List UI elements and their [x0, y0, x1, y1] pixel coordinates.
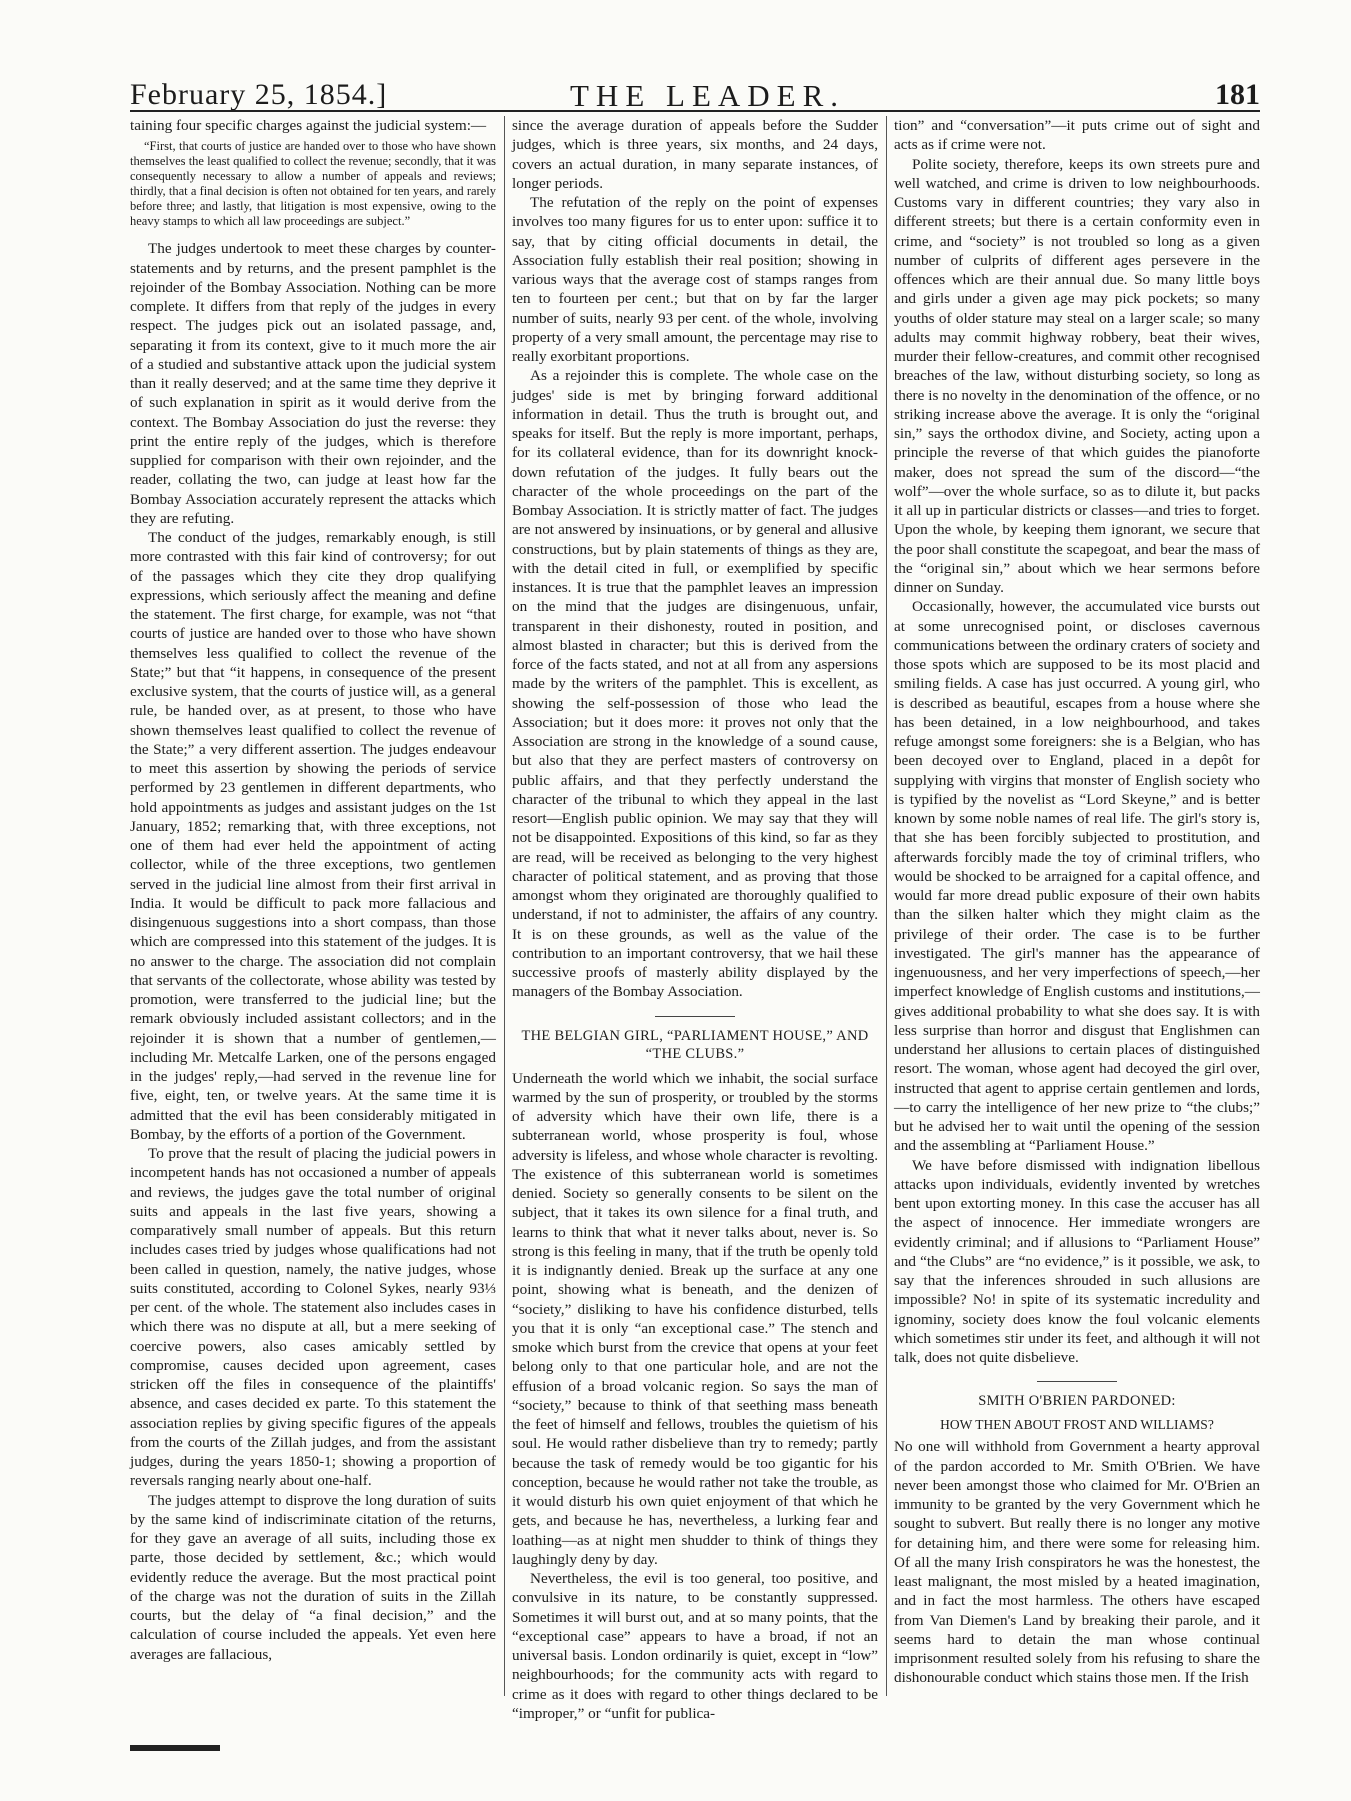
paragraph: We have before dismissed with indignation libellous attacks upon individuals, evidently invented by wretches bent upon extorting money. In this case the accuser has all the aspect of innocence. Her immediate wrongers are evidently criminal; and if allusions to “Parliament House” and “the Clubs” are “no evidence,” is it possible, we ask, to say that the inferences shrouded in such allusions are impossible? No! in spite of its systematic incredulity and ignominy, society does know the foul volcanic elements which sometimes stir under its feet, and although it will not talk, does not quite disbelieve. [894, 1156, 1260, 1366]
paragraph: taining four specific charges against the judicial system:— [130, 117, 487, 134]
newspaper-title: THE LEADER. [570, 78, 846, 113]
paragraph: since the average duration of appeals before the Sudder judges, which is three years, six months, and 24 days, covers an actual duration, in many separate instances, of longer periods. [512, 117, 878, 192]
paragraph: Nevertheless, the evil is too general, too positive, and convulsive in its nature, to be constantly suppressed. Sometimes it will burst out, and at so many points, that the “exceptional case” appears to have a broad, if not an universal basis. London ordinarily is quiet, except in “low” neighbourhoods; for the community acts with regard to crime as it does with regard to other things declared to be “improper,” or “unfit for publica- [512, 1570, 878, 1722]
page-edge-mark [130, 1745, 220, 1751]
paragraph: Polite society, therefore, keeps its own streets pure and well watched, and crime is driven to low neighbourhoods. Customs vary in different countries; they vary also in different streets; but there is a certain conformity even in crime, and “society” is not troubled so long as a given number of culprits of different ages persevere in the offences which are their annual due. So many little boys and girls under a given age may pick pockets; so many youths of older stature may steal on a larger scale; so many adults may commit highway robbery, beat their wives, murder their fellow-creatures, and commit other recognised breaches of the law, without disturbing society, so long as there is no novelty in the denomination of the offence, or no striking increase above the average. It is only the “original sin,” says the orthodox divine, and Society, acting upon a principle the reverse of that which guides the pianoforte maker, does not spread the sum of the discord—“the wolf”—over the whole surface, so as to dilute it, but packs it all up in particular districts or classes—and tries to forget. Upon the whole, by keeping them ignorant, we secure that the poor shall constitute the scapegoat, and bear the mass of the “original sin,” about which we hear sermons before dinner on Sunday. [894, 155, 1260, 596]
paragraph: tion” and “conversation”—it puts crime out of sight and acts as if crime were not. [894, 117, 1260, 154]
article-heading: SMITH O'BRIEN PARDONED: [978, 1393, 1176, 1410]
page-header [130, 78, 1260, 118]
block-quote [130, 139, 496, 229]
page-number: 181 [1215, 78, 1260, 111]
column-3 [894, 116, 1260, 1688]
header-rule [130, 110, 1260, 112]
issue-date: February 25, 1854.] [130, 78, 388, 111]
paragraph: To prove that the result of placing the judicial powers in incompetent hands has not occasioned a number of appeals and reviews, the judges gave the total number of original suits and appeals in the last five years, showing a comparatively small number of appeals. But this return includes cases tried by judges whose qualifications had not been called in question, namely, the native judges, whose suits constituted, according to Colonel Sykes, nearly 93⅓ per cent. of the whole. The statement also includes cases in which there was no dispute at all, but a mere seeking of coercive powers, also cases amicably settled by compromise, causes decided upon agreement, cases stricken off the files in consequence of the plaintiffs' absence, and cases decided ex parte. To this statement the association replies by giving specific figures of the appeals from the courts of the Zillah judges, and from the assistant judges, during the years 1850-1; showing a proportion of reversals ranging nearly about one-half. [130, 1145, 496, 1490]
paragraph: No one will withhold from Government a hearty approval of the pardon accorded to Mr. Smith O'Brien. We have never been amongst those who claimed for Mr. O'Brien an immunity to be granted by the very Government which he sought to subvert. But really there is no longer any motive for detaining him, and there were some for releasing him. Of all the many Irish conspirators he was the honestest, the least malignant, the most misled by a heated imagination, and in fact the most harmless. The others have escaped from Van Diemen's Land by breaking their parole, and it seems hard to detain the man whose continual imprisonment resulted solely from his refusing to share the dishonourable conduct which stains those men. If the Irish [894, 1438, 1260, 1687]
article-subheading: HOW THEN ABOUT FROST AND WILLIAMS? [940, 1417, 1214, 1433]
column-divider [886, 116, 887, 1696]
paragraph: The refutation of the reply on the point of expenses involves too many figures for us to enter upon: suffice it to say, that by citing official documents in detail, the Association fully establish their real position; showing in various ways that the average cost of stamps ranges from ten to fourteen per cent.; but that on by far the larger number of suits, nearly 93 per cent. of the whole, involving property of a very small amount, the percentage may rise to really exorbitant proportions. [512, 194, 878, 365]
paragraph: The judges attempt to disprove the long duration of suits by the same kind of indiscriminate citation of the returns, for they gave an average of all suits, including those ex parte, those decided by settlement, &c.; which would evidently reduce the average. But the most practical point of the charge was not the duration of suits in the Zillah courts, but the delay of “a final decision,” and the calculation of course included the appeals. Yet even here averages are fallacious, [130, 1491, 496, 1663]
section-separator [655, 1016, 735, 1017]
quote-text: “First, that courts of justice are handed over to those who have shown themselves the least qualified to collect the revenue; secondly, that it was consequently necessary to allow a number of appeals and reviews; thirdly, that a final decision is often not obtained for ten years, and rarely before three; and lastly, that litigation is most expensive, owing to the heavy stamps to which all law proceedings are subject.” [130, 139, 496, 229]
section-separator [1037, 1381, 1117, 1382]
paragraph: The conduct of the judges, remarkably enough, is still more contrasted with this fair kind of controversy; for out of the passages which they cite they drop qualifying expressions, which seriously affect the meaning and define the statement. The first charge, for example, was not “that courts of justice are handed over to those who have shown themselves less qualified to collect the revenue of the State;” but that “it happens, in consequence of the present exclusive system, that the courts of justice will, as a general rule, be handed over, as at present, to those who have shown themselves least qualified to collect the revenue of the State;” a very different assertion. The judges endeavour to meet this assertion by showing the periods of service performed by 23 gentlemen in different departments, who hold appointments as judges and assistant judges on the 1st January, 1852; remarking that, with three exceptions, not one of them had ever held the appointment of acting collector, while of the three exceptions, two gentlemen served in the judicial line almost from their first arrival in India. It would be difficult to pack more fallacious and disingenuous suggestions into a short compass, than those which are compressed into this statement of the judges. It is no answer to the charge. The association did not complain that servants of the collectorate, whose ability was tested by promotion, were transferred to the judicial line; but the remark obviously included assistant collectors; and in the rejoinder it is shown that a number of gentlemen,—including Mr. Metcalfe Larken, one of the persons engaged in the judges' reply,—had served in the revenue line for five, eight, ten, or twelve years. At the same time it is admitted that the evil has been considerably mitigated in Bombay, by the efforts of a portion of the Government. [130, 529, 496, 1143]
paragraph: Occasionally, however, the accumulated vice bursts out at some unrecognised point, or discloses cavernous communications between the ordinary craters of society and those spots which are supposed to be its most placid and smiling fields. A case has just occurred. A young girl, who is described as beautiful, escapes from a house where she has been detained, in a low neighbourhood, and takes refuge amongst some foreigners: she is a Belgian, who has been decoyed over to England, placed in a depôt for supplying with virgins that monster of English society who is typified by the novelist as “Lord Skeyne,” and is better known by some noble names of real life. The girl's story is, that she has been forcibly subjected to prostitution, and afterwards forcibly made the toy of criminal triflers, who would be shocked to be arraigned for a capital offence, and would far more dread public exposure of their own habits than the silken halter which they might claim as the privilege of their order. The case is to be further investigated. The girl's manner has the appearance of ingenuousness, and her very imperfections of speech,—her imperfect knowledge of English customs and institutions,—gives additional probability to what she does say. It is with less surprise than horror and disgust that Englishmen can understand her allusions to certain places of distinguished resort. The woman, whose agent had decoyed the girl over, instructed that agent to apprise certain gentlemen and lords,—to carry the intelligence of her new prize to “the clubs;” but he advised her to wait until the opening of the session and the assembling at “Parliament House.” [894, 598, 1260, 1155]
paragraph: Underneath the world which we inhabit, the social surface warmed by the sun of prosperity, or troubled by the storms of adversity which have their own life, there is a subterranean world, whose prosperity is foul, whose adversity is lifeless, and whose whole character is revolting. The existence of this subterranean world is sometimes denied. Society so generally consents to be silent on the subject, that it takes its own silence for a final truth, and learns to think that what it never talks about, never is. So strong is this feeling in many, that if the truth be openly told it is indignantly denied. Break up the surface at any one point, showing what is beneath, and the denizen of “society,” disliking to have his confidence disturbed, tells you that it is only “an exceptional case.” The stench and smoke which burst from the crevice that opens at your feet belong only to that one particular hole, and are not the effusion of a broad volcanic region. So says the man of “society,” because to think of that seething mass beneath the feet of himself and fellows, troubles the quietism of his soul. He would rather disbelieve than try to remedy; partly because the task of remedy would be too gigantic for his conception, because he would rather not take the trouble, as it would disturb his own quiet enjoyment of that which he gets, and because he has, nevertheless, a lurking fear and loathing—as at night men shudder to think of things they laughingly deny by day. [512, 1069, 878, 1568]
article-heading: THE BELGIAN GIRL, “PARLIAMENT HOUSE,” AND “THE CLUBS.” [521, 1027, 869, 1062]
column-2 [512, 116, 878, 1723]
column-divider [504, 116, 505, 1696]
column-1 [130, 116, 496, 1664]
paragraph: As a rejoinder this is complete. The whole case on the judges' side is met by bringing forward additional information in detail. Thus the truth is brought out, and speaks for itself. But the reply is more important, perhaps, for its collateral evidence, than for its downright knock-down refutation of the judges. It fully bears out the character of the whole proceedings on the part of the Bombay Association. It is strictly matter of fact. The judges are not answered by insinuations, or by general and allusive constructions, but by plain statements of things as they are, with the detail cited in full, or exemplified by specific instances. It is true that the pamphlet leaves an impression on the mind that the judges are disingenuous, unfair, transparent in their dishonesty, routed in position, and almost blasted in character; but this is derived from the force of the facts stated, and not at all from any aspersions made by the writers of the pamphlet. This is excellent, as showing the self-possession of those who lead the Association; but it does more: it proves not only that the Association are strong in the knowledge of a sound cause, but also that they are perfect masters of controversy on public affairs, and that they perfectly understand the character of the tribunal to which they appeal in the last resort—English public opinion. We may say that they will not be disappointed. Expositions of this kind, so far as they are read, will be received as belonging to the very highest character of political statement, and as proving that those amongst whom they originated are thoroughly qualified to understand, if not to administer, the affairs of any country. It is on these grounds, as well as the value of the contribution to an important controversy, that we hail these successive proofs of masterly ability displayed by the managers of the Bombay Association. [512, 367, 878, 1001]
paragraph: The judges undertook to meet these charges by counter-statements and by returns, and the present pamphlet is the rejoinder of the Bombay Association. Nothing can be more complete. It differs from that reply of the judges in every respect. The judges pick out an isolated passage, and, separating it from its context, give to it much more the air of a studied and substantive attack upon the judicial system than it really deserved; and at the same time they deprive it of such explanation in spirit as it would derive from the context. The Bombay Association do just the reverse: they print the entire reply of the judges, which is therefore supplied for comparison with their own rejoinder, and the reader, collating the two, can judge at least how far the Bombay Association accurately represent the attacks which they are refuting. [130, 240, 496, 527]
